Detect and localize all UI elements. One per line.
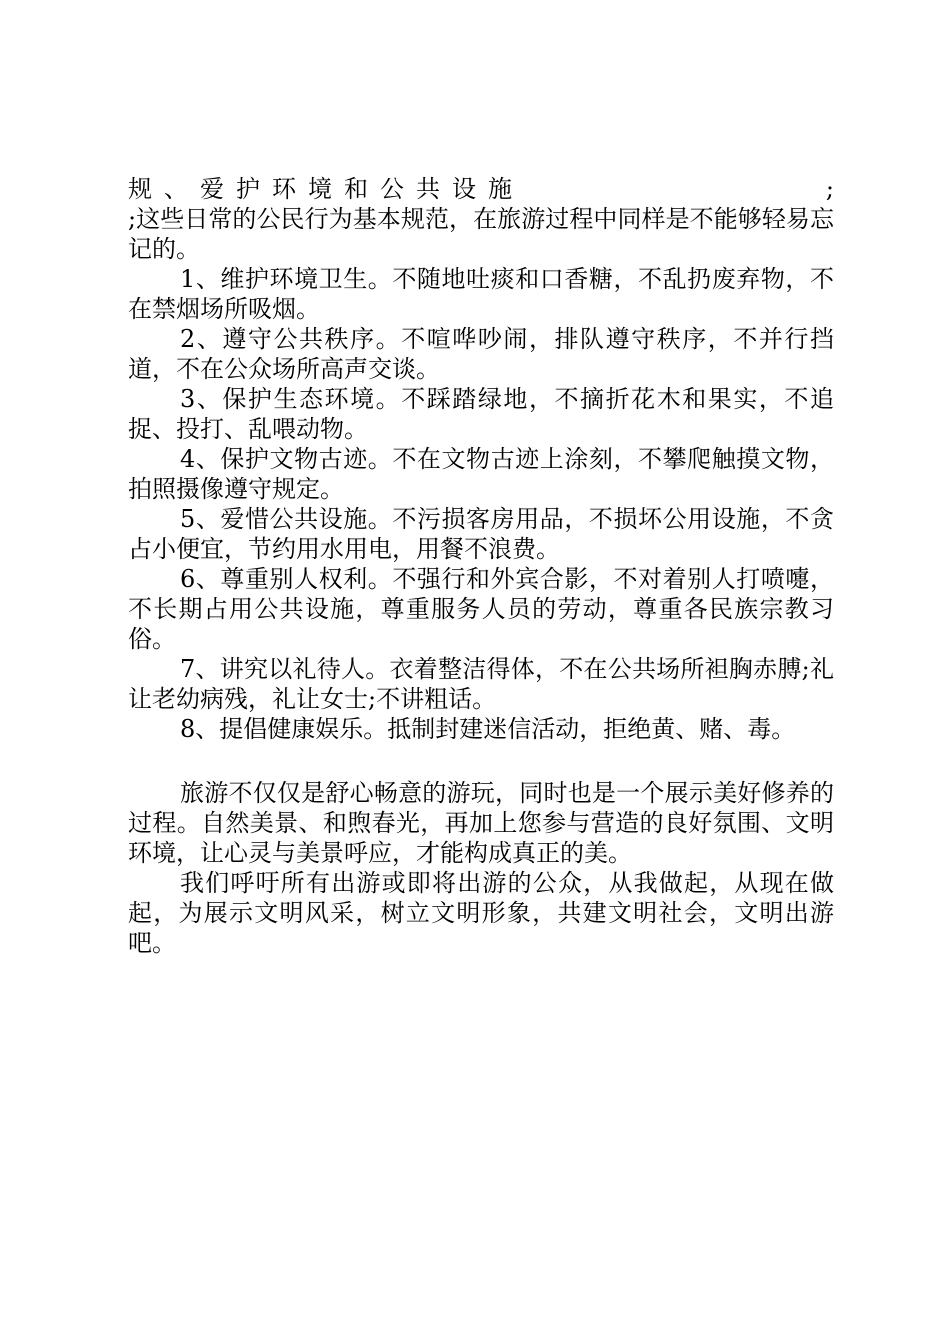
paragraph-spacer xyxy=(128,744,834,778)
intro-first-line xyxy=(128,174,834,204)
document-body xyxy=(128,174,834,958)
rule-item-6: 6、尊重别人权利。不强行和外宾合影，不对着别人打喷嚏，不长期占用公共设施，尊重服务人员的劳动，尊重各民族宗教习俗。 xyxy=(128,565,834,653)
rule-item-4: 4、保护文物古迹。不在文物古迹上涂刻，不攀爬触摸文物，拍照摄像遵守规定。 xyxy=(128,445,834,503)
rule-item-7: 7、讲究以礼待人。衣着整洁得体，不在公共场所袒胸赤膊;礼让老幼病残，礼让女士;不讲粗话。 xyxy=(128,655,834,713)
rule-item-5: 5、爱惜公共设施。不污损客房用品，不损坏公用设施，不贪占小便宜，节约用水用电，用餐不浪费。 xyxy=(128,505,834,563)
intro-first-line-text: 规、爱护环境和公共设施 xyxy=(128,175,524,203)
closing-paragraph-2: 我们呼吁所有出游或即将出游的公众，从我做起，从现在做起，为展示文明风采，树立文明形象，共建文明社会，文明出游吧。 xyxy=(128,869,834,957)
rule-item-8: 8、提倡健康娱乐。抵制封建迷信活动，拒绝黄、赌、毒。 xyxy=(180,715,796,743)
rule-item-3: 3、保护生态环境。不踩踏绿地，不摘折花木和果实，不追捉、投打、乱喂动物。 xyxy=(128,385,834,443)
closing-paragraph-1: 旅游不仅仅是舒心畅意的游玩，同时也是一个展示美好修养的过程。自然美景、和煦春光，再加上您参与营造的良好氛围、文明环境，让心灵与美景呼应，才能构成真正的美。 xyxy=(128,779,834,867)
rule-item-2: 2、遵守公共秩序。不喧哗吵闹，排队遵守秩序，不并行挡道，不在公众场所高声交谈。 xyxy=(128,325,834,383)
intro-first-line-end: ; xyxy=(825,175,834,203)
intro-paragraph: ;这些日常的公民行为基本规范，在旅游过程中同样是不能够轻易忘记的。 xyxy=(128,205,834,263)
rule-item-1: 1、维护环境卫生。不随地吐痰和口香糖，不乱扔废弃物，不在禁烟场所吸烟。 xyxy=(128,265,834,323)
